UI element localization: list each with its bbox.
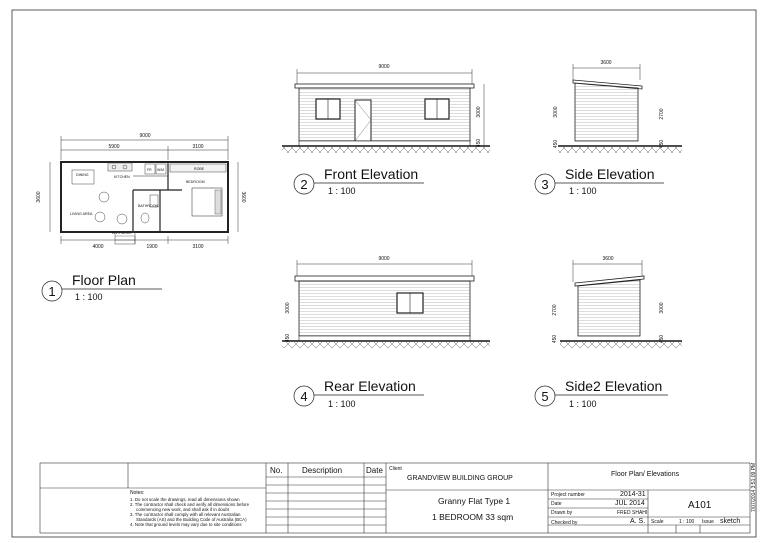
drawn-by-label: Drawn by <box>551 510 573 516</box>
plan-bottom-dim-1: 4000 <box>92 244 104 250</box>
date-value: JUL 2014 <box>615 500 645 507</box>
view-name-2: Front Elevation <box>324 166 419 182</box>
fixture-label-fridge: FR <box>147 168 152 172</box>
client-name: GRANDVIEW BUILDING GROUP <box>407 475 513 482</box>
room-label-kitchen: KITCHEN <box>114 175 130 179</box>
note-line: 1. Do not scale the drawings, read all dimensions shown <box>130 497 240 502</box>
drawn-by-value: FRED SHAHI <box>617 510 648 516</box>
print-timestamp: 7/07/2014 3:51:09 PM <box>751 462 757 512</box>
note-line: commencing new work, and shall ask if in doubt <box>136 507 229 512</box>
plan-right-height: 3600 <box>240 191 246 203</box>
project-name: Granny Flat Type 1 <box>438 496 511 506</box>
sheet-number: A101 <box>688 500 712 511</box>
rev-header-description: Description <box>302 466 343 475</box>
checked-by-value: A. S. <box>630 518 646 525</box>
room-label-living: LIVING AREA <box>70 212 93 216</box>
checked-by-label: Checked by <box>551 520 578 526</box>
view-title-3 <box>535 166 664 196</box>
note-line: 3. The contractor shall comply with all relevant Australian <box>130 512 241 517</box>
project-description: 1 BEDROOM 33 sqm <box>432 512 514 522</box>
view-title-1 <box>42 272 162 302</box>
issue-label: Issue <box>702 519 714 525</box>
rear-height-dim: 3000 <box>285 302 291 314</box>
plan-top-dim-1: 5900 <box>108 144 120 150</box>
client-label: Client <box>389 466 402 472</box>
room-label-dining: DINING <box>76 173 89 177</box>
side2-plinth-right: 450 <box>659 334 665 344</box>
view-number-5: 5 <box>541 389 549 404</box>
scale-value: 1 : 100 <box>679 519 695 525</box>
side2-height-high: 3000 <box>659 302 665 314</box>
rev-header-no: No. <box>270 466 283 475</box>
rear-width-dim: 9000 <box>378 256 390 262</box>
side2-plinth-left: 450 <box>552 334 558 344</box>
view-name-4: Rear Elevation <box>324 378 416 394</box>
floor-plan <box>36 133 246 250</box>
side-width-dim: 3600 <box>600 60 612 66</box>
view-name-3: Side Elevation <box>565 166 655 182</box>
view-scale-2: 1 : 100 <box>328 186 356 196</box>
side-height-low: 3000 <box>553 106 559 118</box>
project-number-label: Project number <box>551 492 585 498</box>
sheet-name: Floor Plan/ Elevations <box>611 471 680 478</box>
view-scale-4: 1 : 100 <box>328 399 356 409</box>
view-scale-1: 1 : 100 <box>75 292 103 302</box>
rear-plinth-dim: 450 <box>285 333 291 343</box>
plan-bottom-dim-2: 1900 <box>146 244 158 250</box>
project-number: 2014-31 <box>620 491 646 498</box>
scale-label: Scale <box>651 519 664 525</box>
rev-header-date: Date <box>366 466 383 475</box>
view-number-2: 2 <box>300 177 308 192</box>
view-title-2 <box>294 166 424 196</box>
note-line: Standards (AS) and the Building Code of Australia (BCA) <box>136 517 247 522</box>
view-scale-3: 1 : 100 <box>569 186 597 196</box>
side-plinth-left: 450 <box>553 139 559 149</box>
front-height-dim: 3000 <box>476 106 482 118</box>
notes-heading: Notes: <box>130 490 145 496</box>
issue-value: sketch <box>720 518 741 525</box>
side-elevation <box>553 60 682 153</box>
front-plinth-dim: 450 <box>476 138 482 148</box>
front-width-dim: 9000 <box>378 64 390 70</box>
view-name-1: Floor Plan <box>72 272 136 288</box>
plan-bottom-dim-3: 3100 <box>192 244 204 250</box>
plan-top-dim-2: 3100 <box>192 144 204 150</box>
room-label-bedroom: BEDROOM <box>186 180 205 184</box>
view-name-5: Side2 Elevation <box>565 378 663 394</box>
view-number-3: 3 <box>541 177 549 192</box>
date-label: Date <box>551 501 562 507</box>
plan-overall-dim: 9000 <box>139 133 151 139</box>
view-number-1: 1 <box>48 284 56 299</box>
note-line: 2. The contractor shall check and verify all dimensions before <box>130 502 250 507</box>
rear-elevation <box>282 256 490 348</box>
side2-height-low: 2700 <box>552 304 558 316</box>
view-scale-5: 1 : 100 <box>569 399 597 409</box>
note-line: 4. Note that ground levels may vary due to site conditions <box>130 522 242 527</box>
front-elevation <box>282 64 490 153</box>
view-title-4 <box>294 378 424 409</box>
room-label-entrance: ENTRANCE <box>112 231 132 235</box>
side2-width-dim: 3600 <box>602 256 614 262</box>
side-height-high: 2700 <box>659 108 665 120</box>
fixture-label-wm: W/M <box>157 168 164 172</box>
plan-left-height: 3600 <box>36 191 42 203</box>
side2-elevation <box>552 256 682 348</box>
room-label-bathroom: BATHROOM <box>138 204 159 208</box>
view-number-4: 4 <box>300 389 308 404</box>
view-title-5 <box>535 378 668 409</box>
side-plinth-right: 450 <box>659 139 665 149</box>
fixture-label-robe: ROBE <box>194 167 205 171</box>
